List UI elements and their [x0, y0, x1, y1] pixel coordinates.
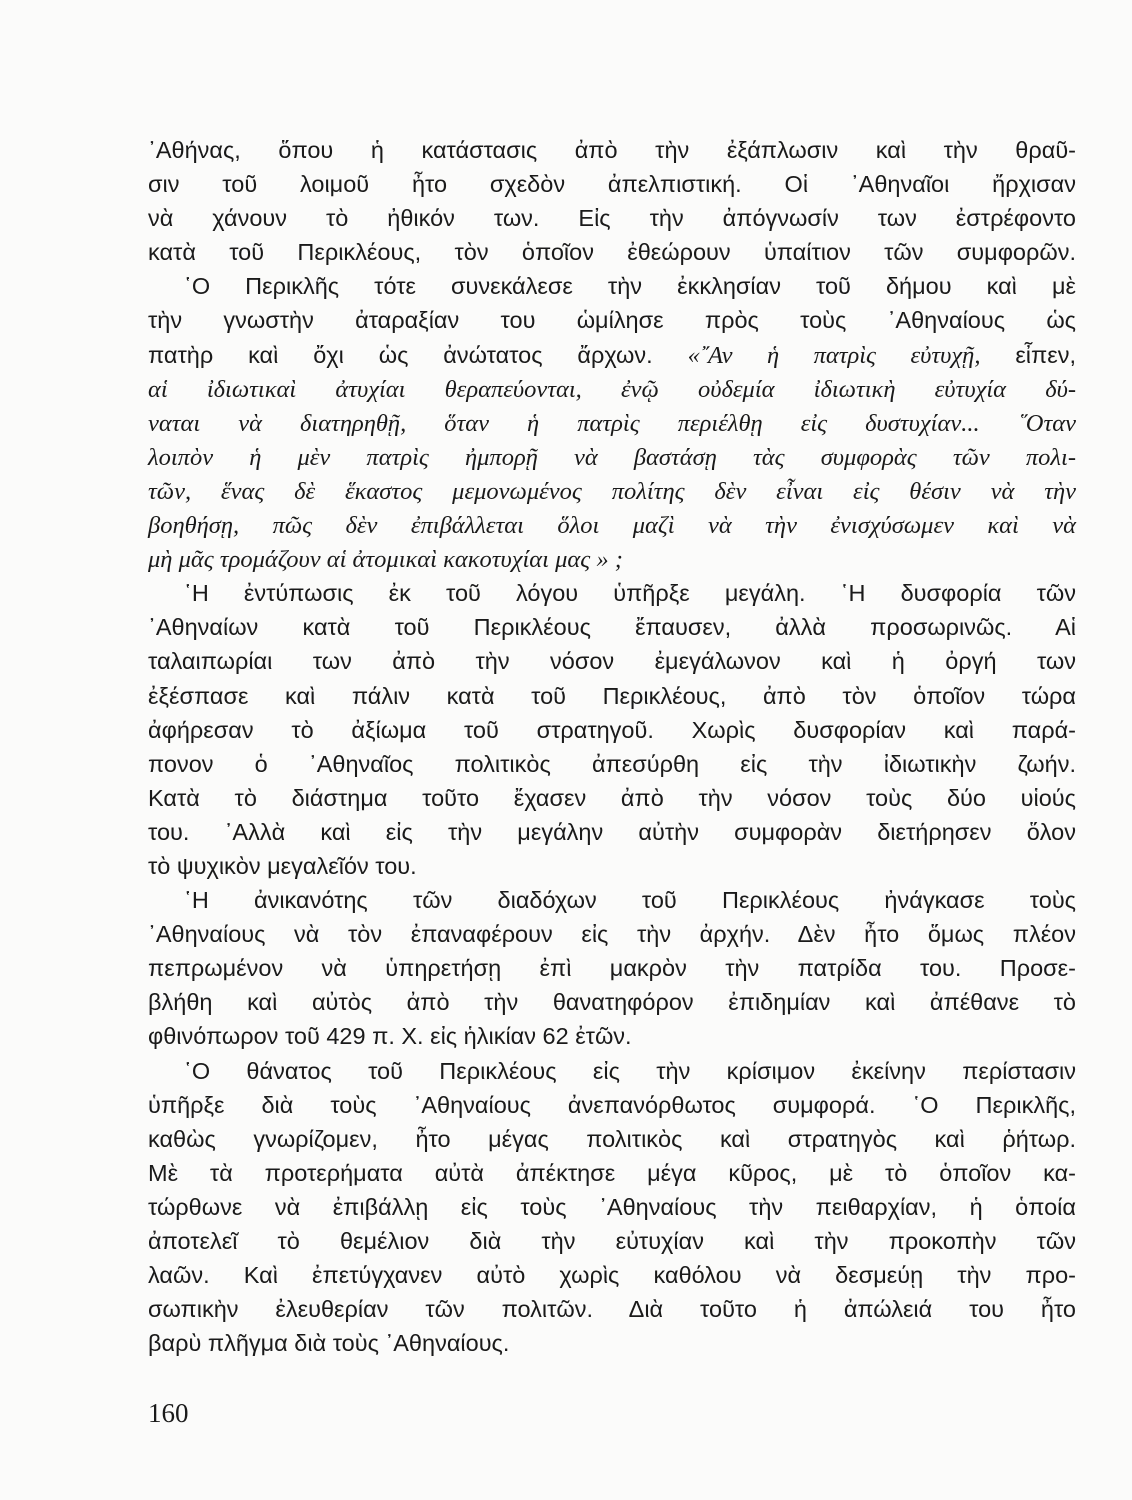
text-segment: ἀποτελεῖ τὸ θεμέλιον διὰ τὴν εὐτυχίαν καὶ τὴν προκοπὴν τῶν: [148, 1228, 1076, 1254]
text-segment: λαῶν. Καὶ ἐπετύγχανεν αὐτὸ χωρὶς καθόλου νὰ δεσμεύῃ τὴν προ-: [148, 1262, 1076, 1289]
text-segment: πεπρωμένον νὰ ὑπηρετήσῃ ἐπὶ μακρὸν τὴν πατρίδα του. Προσε-: [148, 955, 1076, 982]
text-segment: νὰ χάνουν τὸ ἠθικόν των. Εἰς τὴν ἀπόγνωσίν των ἐστρέφοντο: [148, 205, 1076, 232]
text-segment: τώρθωνε νὰ ἐπιβάλλῃ εἰς τοὺς ᾿Αθηναίους τὴν πειθαρχίαν, ἡ ὁποία: [148, 1193, 1076, 1220]
text-line: [148, 883, 1076, 917]
text-segment: σωπικὴν ἐλευθερίαν τῶν πολιτῶν. Διὰ τοῦτο ἡ ἀπώλειά του ἦτο: [148, 1296, 1076, 1323]
text-line: [148, 951, 1076, 985]
text-segment: του. ᾿Αλλὰ καὶ εἰς τὴν μεγάλην αὐτὴν συμφορὰν διετήρησεν ὅλον: [148, 818, 1076, 845]
text-line: [148, 849, 1076, 883]
text-segment: Μὲ τὰ προτερήματα αὐτὰ ἀπέκτησε μέγα κῦρος, μὲ τὸ ὁποῖον κα-: [148, 1159, 1076, 1186]
text-line: [148, 576, 1076, 610]
text-line: [148, 303, 1076, 337]
text-segment: ἐξέσπασε καὶ πάλιν κατὰ τοῦ Περικλέους, ἀπὸ τὸν ὁποῖον τώρα: [148, 682, 1076, 709]
text-line: [148, 508, 1076, 542]
quoted-speech-text: τῶν, ἕνας δὲ ἕκαστος μεμονωμένος πολίτης δὲν εἶναι εἰς θέσιν νὰ τὴν: [148, 477, 1076, 505]
text-segment: ᾿Αθηναίους νὰ τὸν ἐπαναφέρουν εἰς τὴν ἀρχήν. Δὲν ἦτο ὅμως πλέον: [148, 921, 1076, 948]
text-line: [148, 1054, 1076, 1088]
quoted-speech-text: αἱ ἰδιωτικαὶ ἀτυχίαι θεραπεύονται, ἐνῷ οὐδεμία ἰδιωτικὴ εὐτυχία δύ-: [148, 375, 1076, 403]
text-line: [148, 1190, 1076, 1224]
text-line: [148, 167, 1076, 201]
text-segment: βλήθη καὶ αὐτὸς ἀπὸ τὴν θανατηφόρον ἐπιδημίαν καὶ ἀπέθανε τὸ: [148, 989, 1076, 1016]
text-line: [148, 644, 1076, 678]
text-line: [148, 679, 1076, 713]
text-line: [148, 440, 1076, 474]
text-line: [148, 1156, 1076, 1190]
text-line: [148, 474, 1076, 508]
text-segment: καθὼς γνωρίζομεν, ἦτο μέγας πολιτικὸς καὶ στρατηγὸς καὶ ῥήτωρ.: [148, 1125, 1076, 1152]
text-line: [148, 1122, 1076, 1156]
text-segment: φθινόπωρον τοῦ 429 π. Χ. εἰς ἡλικίαν 62 ἐτῶν.: [148, 1023, 632, 1050]
text-segment: ῾Η ἀνικανότης τῶν διαδόχων τοῦ Περικλέους ἠνάγκασε τοὺς: [184, 887, 1076, 914]
quoted-speech-text: βοηθήσῃ, πῶς δὲν ἐπιβάλλεται ὅλοι μαζὶ νὰ τὴν ἐνισχύσωμεν καὶ νὰ: [148, 512, 1076, 540]
body-text: [148, 133, 1076, 1360]
text-line: [148, 1292, 1076, 1326]
text-segment: βαρὺ πλῆγμα διὰ τοὺς ᾿Αθηναίους.: [148, 1330, 510, 1357]
text-line: [148, 201, 1076, 235]
text-line: [148, 610, 1076, 644]
text-line: [148, 269, 1076, 303]
quoted-speech-text: «῎Αν ἡ πατρὶς εὐτυχῇ,: [687, 341, 981, 369]
text-line: [148, 781, 1076, 815]
text-segment: τὴν γνωστὴν ἀταραξίαν του ὡμίλησε πρὸς τοὺς ᾿Αθηναίους ὡς: [148, 307, 1076, 334]
text-segment: τὸ ψυχικὸν μεγαλεῖόν του.: [148, 852, 417, 879]
text-line: [148, 338, 1076, 372]
text-segment: ἀφήρεσαν τὸ ἀξίωμα τοῦ στρατηγοῦ. Χωρὶς δυσφορίαν καὶ παρά-: [148, 716, 1076, 743]
text-line: [148, 1088, 1076, 1122]
quoted-speech-text: λοιπὸν ἡ μὲν πατρὶς ἠμπορῇ νὰ βαστάσῃ τὰς συμφορὰς τῶν πολι-: [148, 443, 1076, 471]
quoted-speech-text: μὴ μᾶς τρομάζουν αἱ ἀτομικαὶ κακοτυχίαι μας » ;: [148, 546, 623, 574]
quoted-speech-text: ναται νὰ διατηρηθῇ, ὅταν ἡ πατρὶς περιέλθῃ εἰς δυστυχίαν... ῞Οταν: [148, 409, 1076, 437]
text-line: [148, 917, 1076, 951]
text-segment: πατὴρ καὶ ὄχι ὡς ἀνώτατος ἄρχων.: [148, 341, 688, 368]
text-segment: Κατὰ τὸ διάστημα τοῦτο ἔχασεν ἀπὸ τὴν νόσον τοὺς δύο υἱούς: [148, 784, 1076, 811]
text-segment: σιν τοῦ λοιμοῦ ἦτο σχεδὸν ἀπελπιστική. Οἱ ᾿Αθηναῖοι ἤρχισαν: [148, 171, 1076, 198]
text-line: [148, 985, 1076, 1019]
text-line: [148, 372, 1076, 406]
text-line: [148, 713, 1076, 747]
page-number: 160: [148, 1398, 189, 1428]
text-segment: εἶπεν,: [980, 341, 1077, 368]
text-line: [148, 1224, 1076, 1258]
text-line: [148, 815, 1076, 849]
text-segment: ῾Η ἐντύπωσις ἐκ τοῦ λόγου ὑπῆρξε μεγάλη. ῾Η δυσφορία τῶν: [184, 580, 1076, 607]
text-line: [148, 406, 1076, 440]
text-segment: ῾Ο Περικλῆς τότε συνεκάλεσε τὴν ἐκκλησίαν τοῦ δήμου καὶ μὲ: [184, 273, 1076, 300]
text-line: [148, 133, 1076, 167]
text-segment: ᾿Αθηναίων κατὰ τοῦ Περικλέους ἔπαυσεν, ἀλλὰ προσωρινῶς. Αἱ: [148, 614, 1076, 641]
text-line: [148, 1258, 1076, 1292]
text-line: [148, 747, 1076, 781]
text-segment: κατὰ τοῦ Περικλέους, τὸν ὁποῖον ἐθεώρουν ὑπαίτιον τῶν συμφορῶν.: [148, 239, 1076, 266]
text-segment: ῾Ο θάνατος τοῦ Περικλέους εἰς τὴν κρίσιμον ἐκείνην περίστασιν: [184, 1057, 1076, 1084]
text-segment: ὑπῆρξε διὰ τοὺς ᾿Αθηναίους ἀνεπανόρθωτος συμφορά. ῾Ο Περικλῆς,: [148, 1091, 1076, 1118]
text-line: [148, 1326, 1076, 1360]
text-segment: πονον ὁ ᾿Αθηναῖος πολιτικὸς ἀπεσύρθη εἰς τὴν ἰδιωτικὴν ζωήν.: [148, 750, 1076, 777]
text-line: [148, 1019, 1076, 1053]
text-segment: ταλαιπωρίαι των ἀπὸ τὴν νόσον ἐμεγάλωνον καὶ ἡ ὀργή των: [148, 648, 1076, 675]
text-line: [148, 235, 1076, 269]
text-line: [148, 542, 1076, 576]
text-segment: ᾿Αθήνας, ὅπου ἡ κατάστασις ἀπὸ τὴν ἐξάπλωσιν καὶ τὴν θραῦ-: [148, 137, 1076, 163]
